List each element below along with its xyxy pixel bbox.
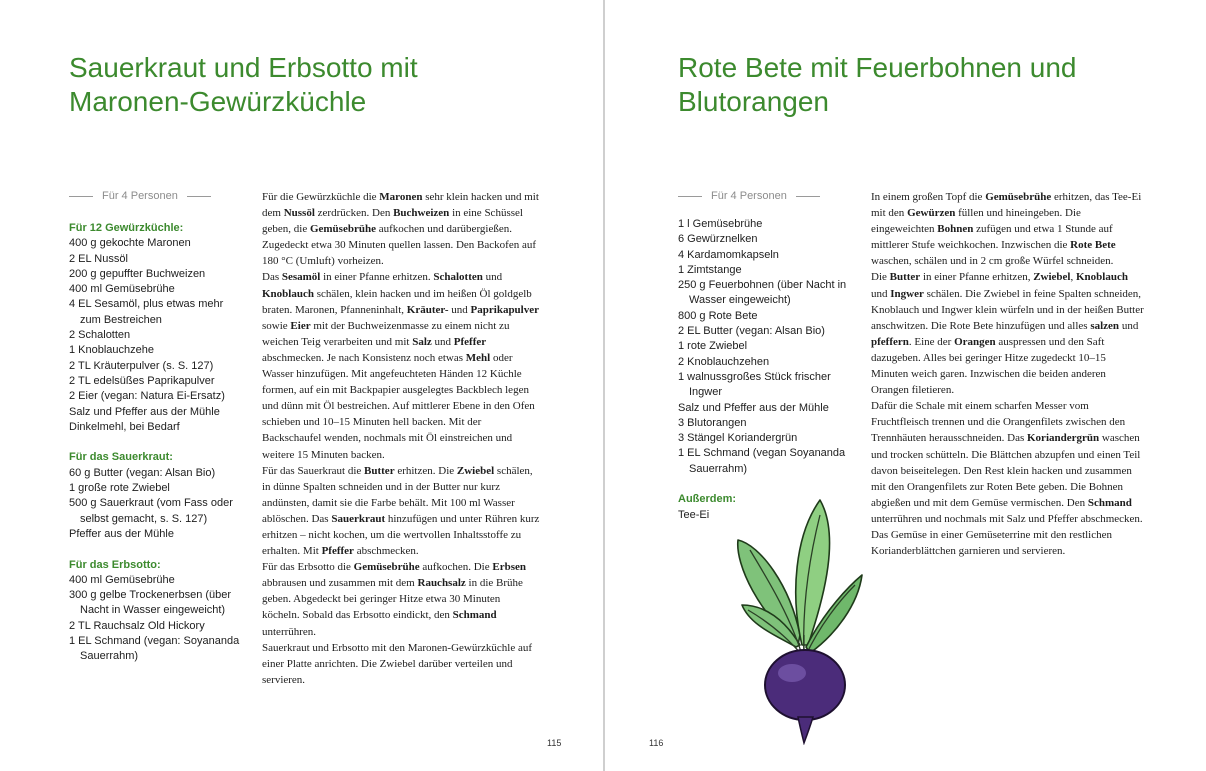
servings-rule-left <box>678 196 702 197</box>
servings-text: Für 4 Personen <box>711 190 787 202</box>
method-text-run: sehr klein hacken und mit dem <box>262 191 539 220</box>
ingredient-highlight: pfeffern <box>871 335 909 348</box>
method-text-run: und <box>871 287 891 300</box>
method-text-run: aufkochen und darübergießen. Zugedeckt etwa 30 Minuten quellen lassen. Den Backofen auf 180 °C (Umluft) vorheizen. <box>262 223 536 268</box>
ingredient-highlight: Salz <box>412 335 432 348</box>
ingredient-item: 3 Stängel Koriandergrün <box>678 432 798 445</box>
method-text-run: und <box>448 303 471 316</box>
ingredient-highlight: Schmand <box>1087 496 1132 509</box>
method-text-run: unterrühren. <box>262 625 317 638</box>
ingredient-group-heading: Für 12 Gewürzküchle: <box>69 222 184 234</box>
ingredient-item: 1 EL Schmand (vegan Soyananda Sauerrahm) <box>678 447 846 475</box>
method-text-run: schälen. Die Zwiebel in feine Spalten schneiden, Knoblauch und Ingwer klein würfeln und in der heißen Butter anschwitzen. Die Rote Bete hinzufügen und alles <box>871 287 1144 332</box>
ingredient-highlight: Schalotten <box>433 271 483 284</box>
method-text-run: Sauerkraut und Erbsotto mit den Maronen-Gewürzküchle auf einer Platte anrichten. Die Zwiebel darüber verteilen und servieren. <box>262 641 533 686</box>
ingredient-highlight: Pfeffer <box>453 335 487 348</box>
ingredient-highlight: Paprikapulver <box>470 303 539 316</box>
method-text-run: und <box>1119 319 1139 332</box>
method-text-run: schälen, in dünne Spalten schneiden und in der Butter nur kurz andünsten, damit sie die Farbe behält. Mit 100 ml Wasser ablöschen. Das <box>262 464 533 525</box>
ingredient-highlight: Mehl <box>465 351 491 364</box>
method-text-run: zufügen und etwa 1 Stunde auf mittlerer Stufe weichkochen. Inzwischen die <box>871 223 1113 252</box>
ingredient-item: 1 EL Schmand (vegan: Soyananda Sauerrahm) <box>69 635 240 663</box>
ingredient-item: 250 g Feuerbohnen (über Nacht in Wasser eingeweicht) <box>678 279 847 307</box>
ingredient-highlight: Koriandergrün <box>1027 432 1100 445</box>
ingredient-list <box>69 221 247 680</box>
ingredient-highlight: Kräuter- <box>406 303 449 316</box>
method-text-run: oder Wasser hinzufügen. Mit angefeuchteten Händen 12 Küchle formen, auf ein mit Backpapier ausgelegtes Backblech legen und dünn mit Öl bestreichen. Auf mittlerer Ebene in den Ofen schieben und 10–15 Minuten hell backen. Mit der Backschaufel wenden, nochmals mit Öl einstreichen und weitere 15 Minuten backen. <box>262 351 535 461</box>
method-text-run: zerdrücken. Den <box>314 207 394 220</box>
ingredient-highlight: Zwiebel <box>456 464 495 477</box>
method-text-run: in eine Schüssel geben, die <box>262 207 523 236</box>
method-paragraph <box>262 559 540 639</box>
ingredient-item: 1 walnussgroßes Stück frischer Ingwer <box>678 370 831 399</box>
method-paragraph <box>871 269 1145 398</box>
ingredient-highlight: Bohnen <box>937 223 974 236</box>
method-text-run: Die <box>871 271 890 284</box>
method-text-run: Für das Sauerkraut die <box>262 464 365 477</box>
method-text <box>871 189 1145 559</box>
beetroot-illustration <box>730 495 870 745</box>
ingredient-group-heading: Für das Sauerkraut: <box>69 451 173 464</box>
ingredient-item: Dinkelmehl, bei Bedarf <box>69 420 180 433</box>
ingredient-item: 800 g Rote Bete <box>678 309 758 322</box>
ingredient-highlight: Orangen <box>954 335 996 348</box>
method-text-run: erhitzen. Die <box>394 464 457 477</box>
ingredient-highlight: Rote Bete <box>1070 239 1116 252</box>
ingredient-item: 2 TL edelsüßes Paprikapulver <box>69 374 215 387</box>
ingredient-item: 2 TL Rauchsalz Old Hickory <box>69 619 205 632</box>
ingredient-item: Salz und Pfeffer aus der Mühle <box>678 401 829 414</box>
servings-label <box>69 190 211 202</box>
ingredient-item: 2 Schalotten <box>69 329 131 342</box>
ingredient-highlight: Sauerkraut <box>331 512 386 525</box>
method-text-run: aufkochen. Die <box>419 561 493 574</box>
method-text-run: sowie <box>262 319 291 332</box>
servings-text: Für 4 Personen <box>102 190 178 202</box>
method-paragraph <box>262 640 540 688</box>
method-text-run: waschen und trocken schütteln. Die Blättchen abzupfen und einen Teil davon beiseitelegen. Den Rest klein hacken und zusammen mit den Orangenfilets zur Roten Bete geben. Die Bohnen abgießen und mit dem Gemüse vermischen. Den <box>871 432 1141 509</box>
servings-rule-right <box>187 196 211 197</box>
recipe-title: Rote Bete mit Feuerbohnen und Blutorangen <box>678 52 1077 117</box>
method-text-run: Für das Erbsotto die <box>262 561 354 574</box>
ingredient-item: 3 Blutorangen <box>678 416 747 429</box>
ingredient-highlight: Gemüsebrühe <box>353 561 420 574</box>
method-paragraph <box>871 398 1145 527</box>
ingredient-item: 500 g Sauerkraut (vom Fass oder selbst gemacht, s. S. 127) <box>69 497 233 525</box>
ingredient-item: 200 g gepuffter Buchweizen <box>69 267 206 280</box>
ingredient-item: 2 Knoblauchzehen <box>678 355 770 368</box>
method-text-run: schälen, klein hacken und im heißen Öl goldgelb braten. Maronen, Pfanneninhalt, <box>262 287 532 316</box>
method-text-run: abschmecken. Je nach Konsistenz noch etwas <box>262 351 466 364</box>
servings-rule-left <box>69 196 93 197</box>
method-text-run: waschen, schälen und in 2 cm große Würfel schneiden. <box>871 255 1114 268</box>
ingredient-highlight: Gemüsebrühe <box>309 223 376 236</box>
method-text-run: erhitzen, das Tee-Ei mit den <box>871 191 1142 220</box>
method-text-run: abschmecken. <box>353 545 419 558</box>
method-text-run: Für die Gewürzküchle die <box>262 191 380 203</box>
page-116 <box>605 0 1206 771</box>
ingredient-group <box>678 217 858 477</box>
ingredient-item: 2 Eier (vegan: Natura Ei-Ersatz) <box>69 390 225 403</box>
ingredient-highlight: salzen <box>1090 319 1120 332</box>
method-text-run: in einer Pfanne erhitzen, <box>920 271 1034 284</box>
ingredient-highlight: Sesamöl <box>281 271 321 284</box>
method-paragraph <box>262 189 540 269</box>
method-text-run: in einer Pfanne erhitzen. <box>320 271 434 284</box>
method-text-run: In einem großen Topf die <box>871 191 986 203</box>
ingredient-group-heading: Außerdem: <box>678 493 737 506</box>
ingredient-item: 1 große rote Zwiebel <box>69 482 170 495</box>
ingredient-group-heading: Für das Erbsotto: <box>69 558 161 571</box>
ingredient-item: 60 g Butter (vegan: Alsan Bio) <box>69 466 216 479</box>
ingredient-item: 6 Gewürznelken <box>678 233 758 246</box>
method-paragraph <box>871 189 1145 269</box>
method-text-run: . Eine der <box>908 335 955 348</box>
method-text-run: und <box>431 335 454 348</box>
ingredient-item: 1 Knoblauchzehe <box>69 344 155 357</box>
ingredient-group <box>69 450 247 542</box>
method-text-run: , <box>1070 271 1076 284</box>
recipe-title: Sauerkraut und Erbsotto mit Maronen-Gewürzküchle <box>69 52 418 117</box>
ingredient-item: 4 Kardamomkapseln <box>678 248 779 261</box>
ingredient-highlight: Gewürzen <box>907 207 956 220</box>
ingredient-item: 4 EL Sesamöl, plus etwas mehr zum Bestreichen <box>69 298 224 326</box>
ingredient-highlight: Maronen <box>379 191 423 203</box>
page-number: 115 <box>547 738 562 748</box>
ingredient-item: 2 TL Kräuterpulver (s. S. 127) <box>69 359 214 372</box>
ingredient-item: Salz und Pfeffer aus der Mühle <box>69 405 220 418</box>
method-text-run: unterrühren und nochmals mit Salz und Pfeffer abschmecken. <box>871 512 1143 525</box>
ingredient-highlight: Knoblauch <box>1075 271 1128 284</box>
ingredient-highlight: Nussöl <box>283 207 315 220</box>
ingredient-item: 400 g gekochte Maronen <box>69 237 191 250</box>
method-text-run: mit der Buchweizenmasse zu einem nicht zu weichen Teig verarbeiten und mit <box>262 319 510 348</box>
servings-rule-right <box>796 196 820 197</box>
ingredient-highlight: Butter <box>889 271 921 284</box>
ingredient-highlight: Pfeffer <box>321 545 354 558</box>
ingredient-highlight: Zwiebel <box>1033 271 1071 284</box>
ingredient-highlight: Ingwer <box>890 287 924 300</box>
method-text-run: auspressen und den Saft dazugeben. Alles bei geringer Hitze zugedeckt 10–15 Minuten weich garen. Inzwischen die beiden anderen Orangen filetieren. <box>871 335 1106 397</box>
method-text-run: und <box>482 271 503 284</box>
ingredient-item: Pfeffer aus der Mühle <box>69 527 174 540</box>
ingredient-item: 2 EL Nussöl <box>69 252 128 265</box>
ingredient-highlight: Schmand <box>452 609 497 622</box>
method-text-run: Dafür die Schale mit einem scharfen Messer vom Fruchtfleisch trennen und die Orangenfilets zwischen den Trennhäuten herausschneiden. Das <box>871 400 1126 445</box>
method-text-run: füllen und hineingeben. Die eingeweichten <box>871 207 1081 236</box>
method-paragraph <box>262 269 540 462</box>
method-text-run: abbrausen und zusammen mit dem <box>262 577 418 590</box>
ingredient-highlight: Rauchsalz <box>417 577 466 590</box>
ingredient-item: 400 ml Gemüsebrühe <box>69 283 175 296</box>
ingredient-group <box>69 558 247 665</box>
ingredient-item: Tee-Ei <box>678 508 710 521</box>
ingredient-highlight: Knoblauch <box>262 287 314 300</box>
ingredient-item: 1 l Gemüsebrühe <box>678 218 763 230</box>
method-text-run: Das <box>262 271 282 284</box>
ingredient-highlight: Eier <box>290 319 311 332</box>
ingredient-item: 2 EL Butter (vegan: Alsan Bio) <box>678 325 825 338</box>
method-paragraph <box>262 463 540 560</box>
ingredient-highlight: Buchweizen <box>393 207 450 220</box>
method-text-run: hinzufügen und unter Rühren kurz erhitzen – nicht kochen, um die wertvollen Inhaltsstoffe zu erhalten. Mit <box>262 512 540 558</box>
method-text-run: in die Brühe geben. Abgedeckt bei geringer Hitze etwa 30 Minuten köcheln. Sobald das Erbsotto eindickt, den <box>262 577 523 622</box>
ingredient-item: 1 Zimtstange <box>678 263 742 276</box>
method-text-run: Das Gemüse in einer Gemüseterrine mit den restlichen Korianderblättchen garnieren und servieren. <box>871 528 1113 558</box>
page-number: 116 <box>649 738 664 748</box>
ingredient-highlight: Gemüsebrühe <box>985 191 1052 203</box>
ingredient-item: 400 ml Gemüsebrühe <box>69 573 175 586</box>
ingredient-highlight: Erbsen <box>492 561 526 574</box>
method-paragraph <box>871 527 1145 559</box>
ingredient-group <box>69 221 247 435</box>
ingredient-highlight: Butter <box>364 464 395 477</box>
servings-label <box>678 190 820 202</box>
ingredient-list <box>678 217 858 538</box>
ingredient-item: 1 rote Zwiebel <box>678 340 748 353</box>
ingredient-item: 300 g gelbe Trockenerbsen (über Nacht in Wasser eingeweicht) <box>69 589 232 617</box>
method-text <box>262 189 540 688</box>
